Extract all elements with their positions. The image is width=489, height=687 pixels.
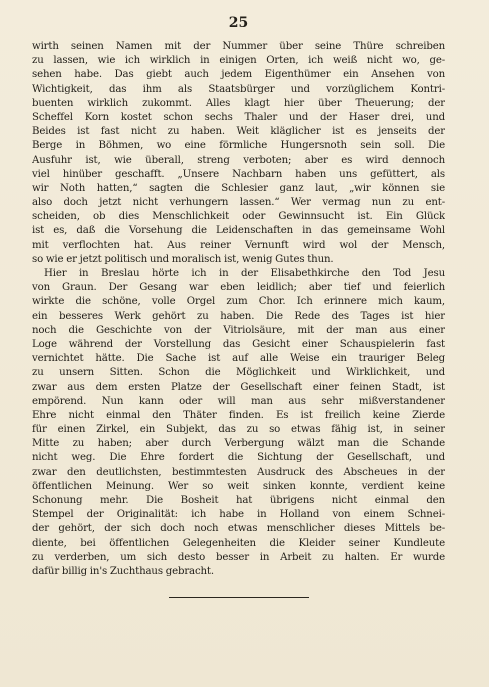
text-line: Stempel der Originalität: ich habe in Holland von einem Schnei- [32,509,445,521]
text-line: scheiden, ob dies Menschlichkeit oder Gewinnsucht ist. Ein Glück [32,211,445,223]
text-line: ein besseres Werk gehört zu haben. Die Rede des Tages ist hier [32,310,445,322]
text-line: Wichtigkeit, das ihm als Staatsbürger und vorzüglichem Kontri- [32,83,445,95]
text-line: wir Noth hatten,“ sagten die Schlesier ganz laut, „wir können sie [32,182,445,194]
text-line: ist es, daß die Vorsehung die Leidenschaften in das gemeinsame Wohl [32,225,445,237]
text-line: zu lassen, wie ich wirklich in einigen Orten, ich weiß nicht wo, ge- [32,55,445,67]
closing-rule [169,597,309,598]
text-line: Schonung mehr. Die Bosheit hat übrigens nicht einmal den [32,495,445,506]
text-line: Ehre nicht einmal den Thäter finden. Es ist freilich keine Zierde [32,409,445,421]
text-line: zwar den deutlichsten, bestimmtesten Ausdruck des Abscheues in der [32,466,445,478]
text-line: sehen habe. Das giebt auch jedem Eigenthümer ein Ansehen von [32,69,445,81]
text-line: Scheffel Korn kostet schon sechs Thaler und der Haser drei, und [32,111,445,123]
text-line: viel hinüber geschafft. „Unsere Nachbarn haben uns gefüttert, als [32,168,445,180]
text-line: Loge während der Vorstellung das Gesicht einer Schauspielerin fast [32,338,445,350]
text-line: vernichtet hätte. Die Sache ist auf alle Weise ein trauriger Beleg [32,353,445,365]
text-line: so wie er jetzt politisch und moralisch ist, wenig Gutes thun. [32,253,334,265]
text-line: Ausfuhr ist, wie überall, streng verboten; aber es wird dennoch [32,154,445,166]
page-number: 25 [228,15,249,31]
text-line: noch die Geschichte von der Vitriolsäure, mit der man aus einer [32,324,445,336]
text-line: Mitte zu haben; aber durch Verbergung wälzt man die Schande [32,438,445,450]
text-line: öffentlichen Meinung. Wer so weit sinken konnte, verdient keine [32,480,445,492]
text-line: wirth seinen Namen mit der Nummer über seine Thüre schreiben [32,41,445,52]
text-line: nicht weg. Die Ehre fordert die Sichtung der Gesellschaft, und [32,452,445,464]
text-line: zu unsern Sitten. Schon die Möglichkeit und Wirklichkeit, und [32,367,445,379]
text-line: Beides ist fast nicht zu haben. Weit kläglicher ist es jenseits der [32,126,445,138]
text-line: diente, bei öffentlichen Gelegenheiten die Kleider seiner Kundleute [32,537,445,549]
text-line: der gehört, der sich doch noch etwas menschlicher dieses Mittels be- [32,523,445,535]
text-line: also doch jetzt nicht verhungern lassen.“ Wer vermag nun zu ent- [32,197,445,209]
text-line: wirkte die schöne, volle Orgel zum Chor. Ich erinnere mich kaum, [32,296,445,308]
text-line: zu verderben, um sich desto besser in Arbeit zu halten. Er wurde [32,551,445,563]
text-line: dafür billig in's Zuchthaus gebracht. [32,565,214,577]
text-line: für einen Zirkel, ein Subjekt, das zu so etwas fähig ist, in seiner [32,424,445,436]
text-line: Hier in Breslau hörte ich in der Elisabethkirche den Tod Jesu [44,268,445,279]
text-line: Berge in Böhmen, wo eine förmliche Hungersnoth sein soll. Die [32,140,445,152]
text-line: mit verflochten hat. Aus reiner Vernunft wird wol der Mensch, [32,239,445,251]
body-text [32,40,445,579]
text-line: von Graun. Der Gesang war eben leidlich; aber tief und feierlich [32,282,445,294]
text-line: buenten wirklich zukommt. Alles klagt hier über Theuerung; der [32,97,445,109]
text-line: zwar aus dem ersten Platze der Gesellschaft einer feinen Stadt, ist [32,381,445,393]
text-line: empörend. Nun kann oder will man aus sehr mißverstandener [32,395,445,407]
